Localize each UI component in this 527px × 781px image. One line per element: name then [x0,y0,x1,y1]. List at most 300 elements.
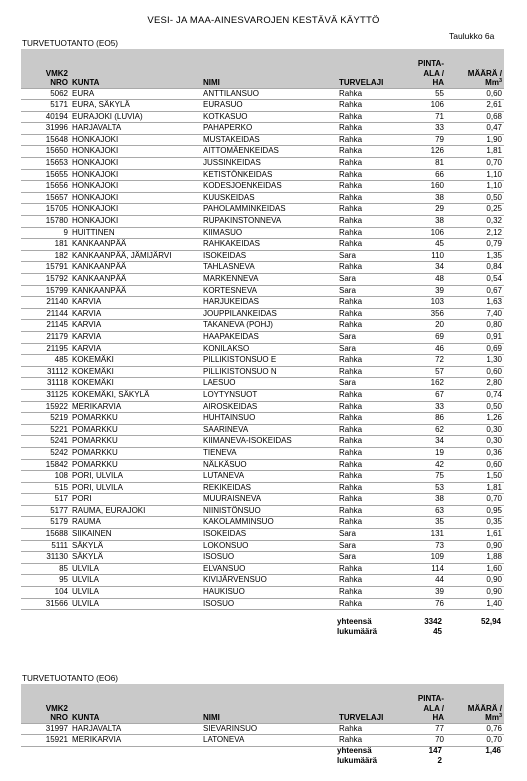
cell-vmk2-nro: 485 [21,355,70,367]
cell-vmk2-nro: 182 [21,250,70,262]
cell-turvelaji: Rahka [337,482,409,494]
cell-pinta-ala: 66 [409,169,446,181]
cell-turvelaji: Rahka [337,723,409,735]
cell-pinta-ala: 38 [409,494,446,506]
cell-kunta: KOKEMÄKI [70,378,201,390]
cell-nimi: ISOSUO [201,552,337,564]
cell-pinta-ala: 53 [409,482,446,494]
cell-turvelaji: Rahka [337,146,409,158]
cell-pinta-ala: 103 [409,297,446,309]
cell-pinta-ala: 69 [409,331,446,343]
cell-nimi: RUPAKINSTONNEVA [201,216,337,228]
total-area: 3342 [424,617,442,626]
cell-maara: 0,70 [446,494,504,506]
cell-nimi: JUSSINKEIDAS [201,158,337,170]
cell-vmk2-nro: 15655 [21,169,70,181]
table-row [21,494,504,506]
cell-turvelaji: Rahka [337,111,409,123]
cell-maara: 0,70 [446,158,504,170]
cell-pinta-ala: 109 [409,552,446,564]
cell-turvelaji: Rahka [337,123,409,135]
table-row [21,355,504,367]
cell-kunta: HUITTINEN [70,227,201,239]
cell-nimi: KAKOLAMMINSUO [201,517,337,529]
cell-turvelaji: Rahka [337,320,409,332]
cell-maara: 0,69 [446,343,504,355]
cell-turvelaji: Rahka [337,424,409,436]
cell-pinta-ala: 34 [409,262,446,274]
cell-turvelaji: Rahka [337,575,409,587]
cell-turvelaji: Rahka [337,227,409,239]
cell-pinta-ala: 39 [409,587,446,599]
cell-maara: 0,50 [446,192,504,204]
cell-vmk2-nro: 31997 [21,723,70,735]
cell-pinta-ala: 75 [409,471,446,483]
cell-pinta-ala: 160 [409,181,446,193]
totals-eo6 [337,746,501,766]
cell-turvelaji: Rahka [337,366,409,378]
cell-turvelaji: Rahka [337,355,409,367]
cell-maara: 0,90 [446,540,504,552]
cell-maara: 0,60 [446,459,504,471]
cell-kunta: KARVIA [70,343,201,355]
cell-kunta: MERIKARVIA [70,735,201,747]
table-row [21,331,504,343]
cell-pinta-ala: 162 [409,378,446,390]
cell-kunta: HONKAJOKI [70,204,201,216]
cell-kunta: KARVIA [70,308,201,320]
cell-turvelaji: Rahka [337,587,409,599]
cell-vmk2-nro: 5062 [21,88,70,100]
cell-nimi: LOYTYNSUOT [201,389,337,401]
table-row [21,471,504,483]
cell-vmk2-nro: 15780 [21,216,70,228]
cell-kunta: HONKAJOKI [70,146,201,158]
table-header-row [21,684,504,723]
table-row [21,181,504,193]
cell-vmk2-nro: 515 [21,482,70,494]
cell-nimi: KUUSKEIDAS [201,192,337,204]
cell-vmk2-nro: 15792 [21,274,70,286]
cell-turvelaji: Rahka [337,598,409,610]
cell-nimi: SAARINEVA [201,424,337,436]
cell-maara: 1,40 [446,598,504,610]
cell-pinta-ala: 34 [409,436,446,448]
table-row [21,239,504,251]
cell-vmk2-nro: 15799 [21,285,70,297]
table-row [21,401,504,413]
cell-turvelaji: Rahka [337,216,409,228]
table-row [21,735,504,747]
table-body-eo6 [21,723,504,746]
header-turvelaji: TURVELAJI [337,49,409,88]
cell-nimi: TAHLASNEVA [201,262,337,274]
cell-pinta-ala: 81 [409,158,446,170]
cell-turvelaji: Rahka [337,239,409,251]
cell-nimi: RAHKAKEIDAS [201,239,337,251]
cell-maara: 0,30 [446,436,504,448]
table-header-row [21,49,504,88]
cell-maara: 0,67 [446,285,504,297]
cell-nimi: KIIMANEVA-ISOKEIDAS [201,436,337,448]
cell-vmk2-nro: 181 [21,239,70,251]
cell-nimi: HAUKISUO [201,587,337,599]
cell-maara: 0,32 [446,216,504,228]
cell-turvelaji: Rahka [337,100,409,112]
count-value: 2 [437,756,442,765]
cell-turvelaji: Rahka [337,447,409,459]
table-row [21,343,504,355]
cell-vmk2-nro: 95 [21,575,70,587]
count-label: lukumäärä [337,756,378,765]
cell-vmk2-nro: 31112 [21,366,70,378]
cell-vmk2-nro: 15650 [21,146,70,158]
cell-maara: 0,54 [446,274,504,286]
cell-vmk2-nro: 5171 [21,100,70,112]
table-row [21,216,504,228]
cell-kunta: POMARKKU [70,413,201,425]
cell-kunta: POMARKKU [70,459,201,471]
table-row [21,436,504,448]
cell-vmk2-nro: 104 [21,587,70,599]
cell-kunta: ULVILA [70,598,201,610]
cell-vmk2-nro: 5177 [21,505,70,517]
cell-turvelaji: Rahka [337,308,409,320]
cell-maara: 1,26 [446,413,504,425]
cell-vmk2-nro: 31566 [21,598,70,610]
cell-kunta: HARJAVALTA [70,723,201,735]
cell-nimi: HAAPAKEIDAS [201,331,337,343]
cell-nimi: NÄLKÄSUO [201,459,337,471]
cell-pinta-ala: 356 [409,308,446,320]
cell-turvelaji: Sara [337,378,409,390]
cell-turvelaji: Rahka [337,517,409,529]
cell-turvelaji: Sara [337,285,409,297]
cell-maara: 1,50 [446,471,504,483]
cell-turvelaji: Rahka [337,134,409,146]
table-row [21,366,504,378]
cell-vmk2-nro: 108 [21,471,70,483]
header-maara: MÄÄRÄ / Mm$^3$ [446,49,504,88]
cell-vmk2-nro: 5219 [21,413,70,425]
cell-kunta: ULVILA [70,575,201,587]
cell-kunta: HONKAJOKI [70,158,201,170]
cell-vmk2-nro: 31125 [21,389,70,401]
cell-pinta-ala: 44 [409,575,446,587]
cell-nimi: ELVANSUO [201,563,337,575]
cell-vmk2-nro: 15648 [21,134,70,146]
cell-turvelaji: Rahka [337,471,409,483]
cell-kunta: POMARKKU [70,447,201,459]
cell-pinta-ala: 131 [409,529,446,541]
cell-turvelaji: Rahka [337,735,409,747]
cell-kunta: POMARKKU [70,436,201,448]
cell-maara: 1,61 [446,529,504,541]
table-row [21,158,504,170]
cell-vmk2-nro: 5179 [21,517,70,529]
cell-pinta-ala: 46 [409,343,446,355]
cell-maara: 0,76 [446,723,504,735]
cell-maara: 0,90 [446,575,504,587]
cell-turvelaji: Rahka [337,158,409,170]
cell-nimi: HUHTAINSUO [201,413,337,425]
cell-vmk2-nro: 21179 [21,331,70,343]
cell-kunta: SÄKYLÄ [70,552,201,564]
cell-nimi: KODESJOENKEIDAS [201,181,337,193]
cell-vmk2-nro: 21195 [21,343,70,355]
cell-kunta: PORI [70,494,201,506]
cell-nimi: PILLIKISTONSUO E [201,355,337,367]
total-label: yhteensä [337,746,372,755]
cell-vmk2-nro: 15657 [21,192,70,204]
cell-maara: 0,70 [446,735,504,747]
cell-nimi: LOKONSUO [201,540,337,552]
cell-kunta: ULVILA [70,587,201,599]
table-row [21,598,504,610]
cell-pinta-ala: 67 [409,389,446,401]
cell-turvelaji: Sara [337,540,409,552]
cell-nimi: KONILAKSO [201,343,337,355]
cell-pinta-ala: 45 [409,239,446,251]
cell-maara: 1,81 [446,146,504,158]
cell-vmk2-nro: 15922 [21,401,70,413]
table-row [21,285,504,297]
table-row [21,505,504,517]
cell-vmk2-nro: 21144 [21,308,70,320]
table-row [21,424,504,436]
table-row [21,111,504,123]
cell-kunta: HONKAJOKI [70,169,201,181]
cell-kunta: HONKAJOKI [70,192,201,204]
table-row [21,146,504,158]
cell-maara: 0,36 [446,447,504,459]
cell-nimi: MARKENNEVA [201,274,337,286]
cell-maara: 2,12 [446,227,504,239]
cell-turvelaji: Rahka [337,563,409,575]
table-row [21,297,504,309]
cell-nimi: SIEVARINSUO [201,723,337,735]
cell-nimi: JOUPPILANKEIDAS [201,308,337,320]
total-area: 147 [428,746,442,755]
table-row [21,413,504,425]
cell-pinta-ala: 33 [409,401,446,413]
cell-maara: 0,79 [446,239,504,251]
cell-kunta: ULVILA [70,563,201,575]
cell-nimi: MUSTAKEIDAS [201,134,337,146]
cell-kunta: KANKAANPÄÄ, JÄMIJÄRVI [70,250,201,262]
cell-nimi: ISOKEIDAS [201,250,337,262]
section-label-eo6: TURVETUOTANTO (EO6) [22,674,118,683]
cell-maara: 2,80 [446,378,504,390]
cell-vmk2-nro: 517 [21,494,70,506]
cell-kunta: EURA, SÄKYLÄ [70,100,201,112]
cell-nimi: TIENEVA [201,447,337,459]
table-row [21,587,504,599]
table-row [21,389,504,401]
cell-kunta: SÄKYLÄ [70,540,201,552]
table-row [21,378,504,390]
header-kunta: KUNTA [70,684,201,723]
cell-turvelaji: Rahka [337,436,409,448]
cell-nimi: PAHAPERKO [201,123,337,135]
header-nimi: NIMI [201,49,337,88]
cell-pinta-ala: 110 [409,250,446,262]
cell-kunta: HONKAJOKI [70,134,201,146]
table-row [21,134,504,146]
cell-nimi: AIROSKEIDAS [201,401,337,413]
cell-maara: 0,35 [446,517,504,529]
cell-kunta: KANKAANPÄÄ [70,239,201,251]
cell-maara: 0,91 [446,331,504,343]
table-row [21,723,504,735]
cell-maara: 1,10 [446,181,504,193]
cell-pinta-ala: 29 [409,204,446,216]
cell-vmk2-nro: 85 [21,563,70,575]
cell-kunta: HARJAVALTA [70,123,201,135]
cell-pinta-ala: 42 [409,459,446,471]
cell-nimi: LATONEVA [201,735,337,747]
table-row [21,123,504,135]
cell-nimi: AITTOMÄENKEIDAS [201,146,337,158]
header-pinta-ala: PINTA- ALA / HA [409,49,446,88]
cell-maara: 1,30 [446,355,504,367]
cell-nimi: ANTTILANSUO [201,88,337,100]
cell-kunta: KOKEMÄKI [70,355,201,367]
cell-maara: 0,84 [446,262,504,274]
cell-kunta: SIIKAINEN [70,529,201,541]
cell-nimi: ISOKEIDAS [201,529,337,541]
cell-kunta: HONKAJOKI [70,181,201,193]
cell-nimi: EURASUO [201,100,337,112]
cell-turvelaji: Rahka [337,262,409,274]
cell-pinta-ala: 35 [409,517,446,529]
table-row [21,192,504,204]
cell-turvelaji: Rahka [337,192,409,204]
table-row [21,100,504,112]
cell-nimi: KIIMASUO [201,227,337,239]
total-label: yhteensä [337,617,372,626]
cell-maara: 0,60 [446,366,504,378]
cell-turvelaji: Sara [337,529,409,541]
cell-kunta: KANKAANPÄÄ [70,262,201,274]
cell-vmk2-nro: 5241 [21,436,70,448]
cell-vmk2-nro: 9 [21,227,70,239]
cell-turvelaji: Rahka [337,204,409,216]
cell-turvelaji: Rahka [337,88,409,100]
table-row [21,274,504,286]
count-value: 45 [433,627,442,636]
cell-kunta: KOKEMÄKI [70,366,201,378]
cell-pinta-ala: 57 [409,366,446,378]
cell-kunta: PORI, ULVILA [70,482,201,494]
header-vmk2-nro: VMK2 NRO [21,49,70,88]
cell-pinta-ala: 39 [409,285,446,297]
cell-nimi: KIVIJÄRVENSUO [201,575,337,587]
cell-kunta: HONKAJOKI [70,216,201,228]
header-pinta-ala: PINTA- ALA / HA [409,684,446,723]
table-row [21,227,504,239]
cell-pinta-ala: 79 [409,134,446,146]
cell-vmk2-nro: 31118 [21,378,70,390]
cell-vmk2-nro: 40194 [21,111,70,123]
cell-vmk2-nro: 15653 [21,158,70,170]
cell-nimi: REKIKEIDAS [201,482,337,494]
table-body-eo5 [21,88,504,610]
cell-maara: 1,60 [446,563,504,575]
cell-nimi: LAESUO [201,378,337,390]
cell-maara: 1,35 [446,250,504,262]
table-row [21,517,504,529]
cell-nimi: PAHOLAMMINKEIDAS [201,204,337,216]
cell-pinta-ala: 71 [409,111,446,123]
cell-turvelaji: Rahka [337,413,409,425]
cell-kunta: RAUMA [70,517,201,529]
cell-nimi: PILLIKISTONSUO N [201,366,337,378]
peat-table-eo6 [21,684,504,747]
header-turvelaji: TURVELAJI [337,684,409,723]
cell-maara: 0,50 [446,401,504,413]
cell-nimi: HARJUKEIDAS [201,297,337,309]
cell-turvelaji: Sara [337,274,409,286]
cell-pinta-ala: 73 [409,540,446,552]
table-row [21,320,504,332]
cell-vmk2-nro: 31996 [21,123,70,135]
cell-vmk2-nro: 5111 [21,540,70,552]
cell-vmk2-nro: 15705 [21,204,70,216]
cell-kunta: KARVIA [70,320,201,332]
total-volume: 1,46 [485,746,501,755]
cell-pinta-ala: 63 [409,505,446,517]
cell-kunta: EURA [70,88,201,100]
cell-turvelaji: Rahka [337,505,409,517]
cell-pinta-ala: 72 [409,355,446,367]
table-row [21,563,504,575]
cell-nimi: TAKANEVA (POHJ) [201,320,337,332]
cell-turvelaji: Rahka [337,494,409,506]
cell-pinta-ala: 19 [409,447,446,459]
cell-turvelaji: Sara [337,331,409,343]
cell-nimi: ISOSUO [201,598,337,610]
cell-kunta: KANKAANPÄÄ [70,285,201,297]
table-row [21,88,504,100]
table-row [21,552,504,564]
table-reference: Taulukko 6a [449,31,495,41]
cell-maara: 0,90 [446,587,504,599]
table-row [21,308,504,320]
cell-vmk2-nro: 31130 [21,552,70,564]
cell-maara: 0,68 [446,111,504,123]
cell-maara: 2,61 [446,100,504,112]
cell-turvelaji: Sara [337,343,409,355]
cell-pinta-ala: 77 [409,723,446,735]
cell-turvelaji: Rahka [337,297,409,309]
cell-pinta-ala: 48 [409,274,446,286]
cell-pinta-ala: 20 [409,320,446,332]
cell-maara: 0,25 [446,204,504,216]
cell-maara: 1,90 [446,134,504,146]
table-row [21,250,504,262]
cell-pinta-ala: 55 [409,88,446,100]
total-volume: 52,94 [480,617,501,626]
cell-turvelaji: Rahka [337,459,409,471]
table-row [21,540,504,552]
cell-maara: 0,47 [446,123,504,135]
cell-turvelaji: Rahka [337,401,409,413]
cell-nimi: KETISTÖNKEIDAS [201,169,337,181]
cell-nimi: MUURAISNEVA [201,494,337,506]
cell-pinta-ala: 114 [409,563,446,575]
count-label: lukumäärä [337,627,378,636]
